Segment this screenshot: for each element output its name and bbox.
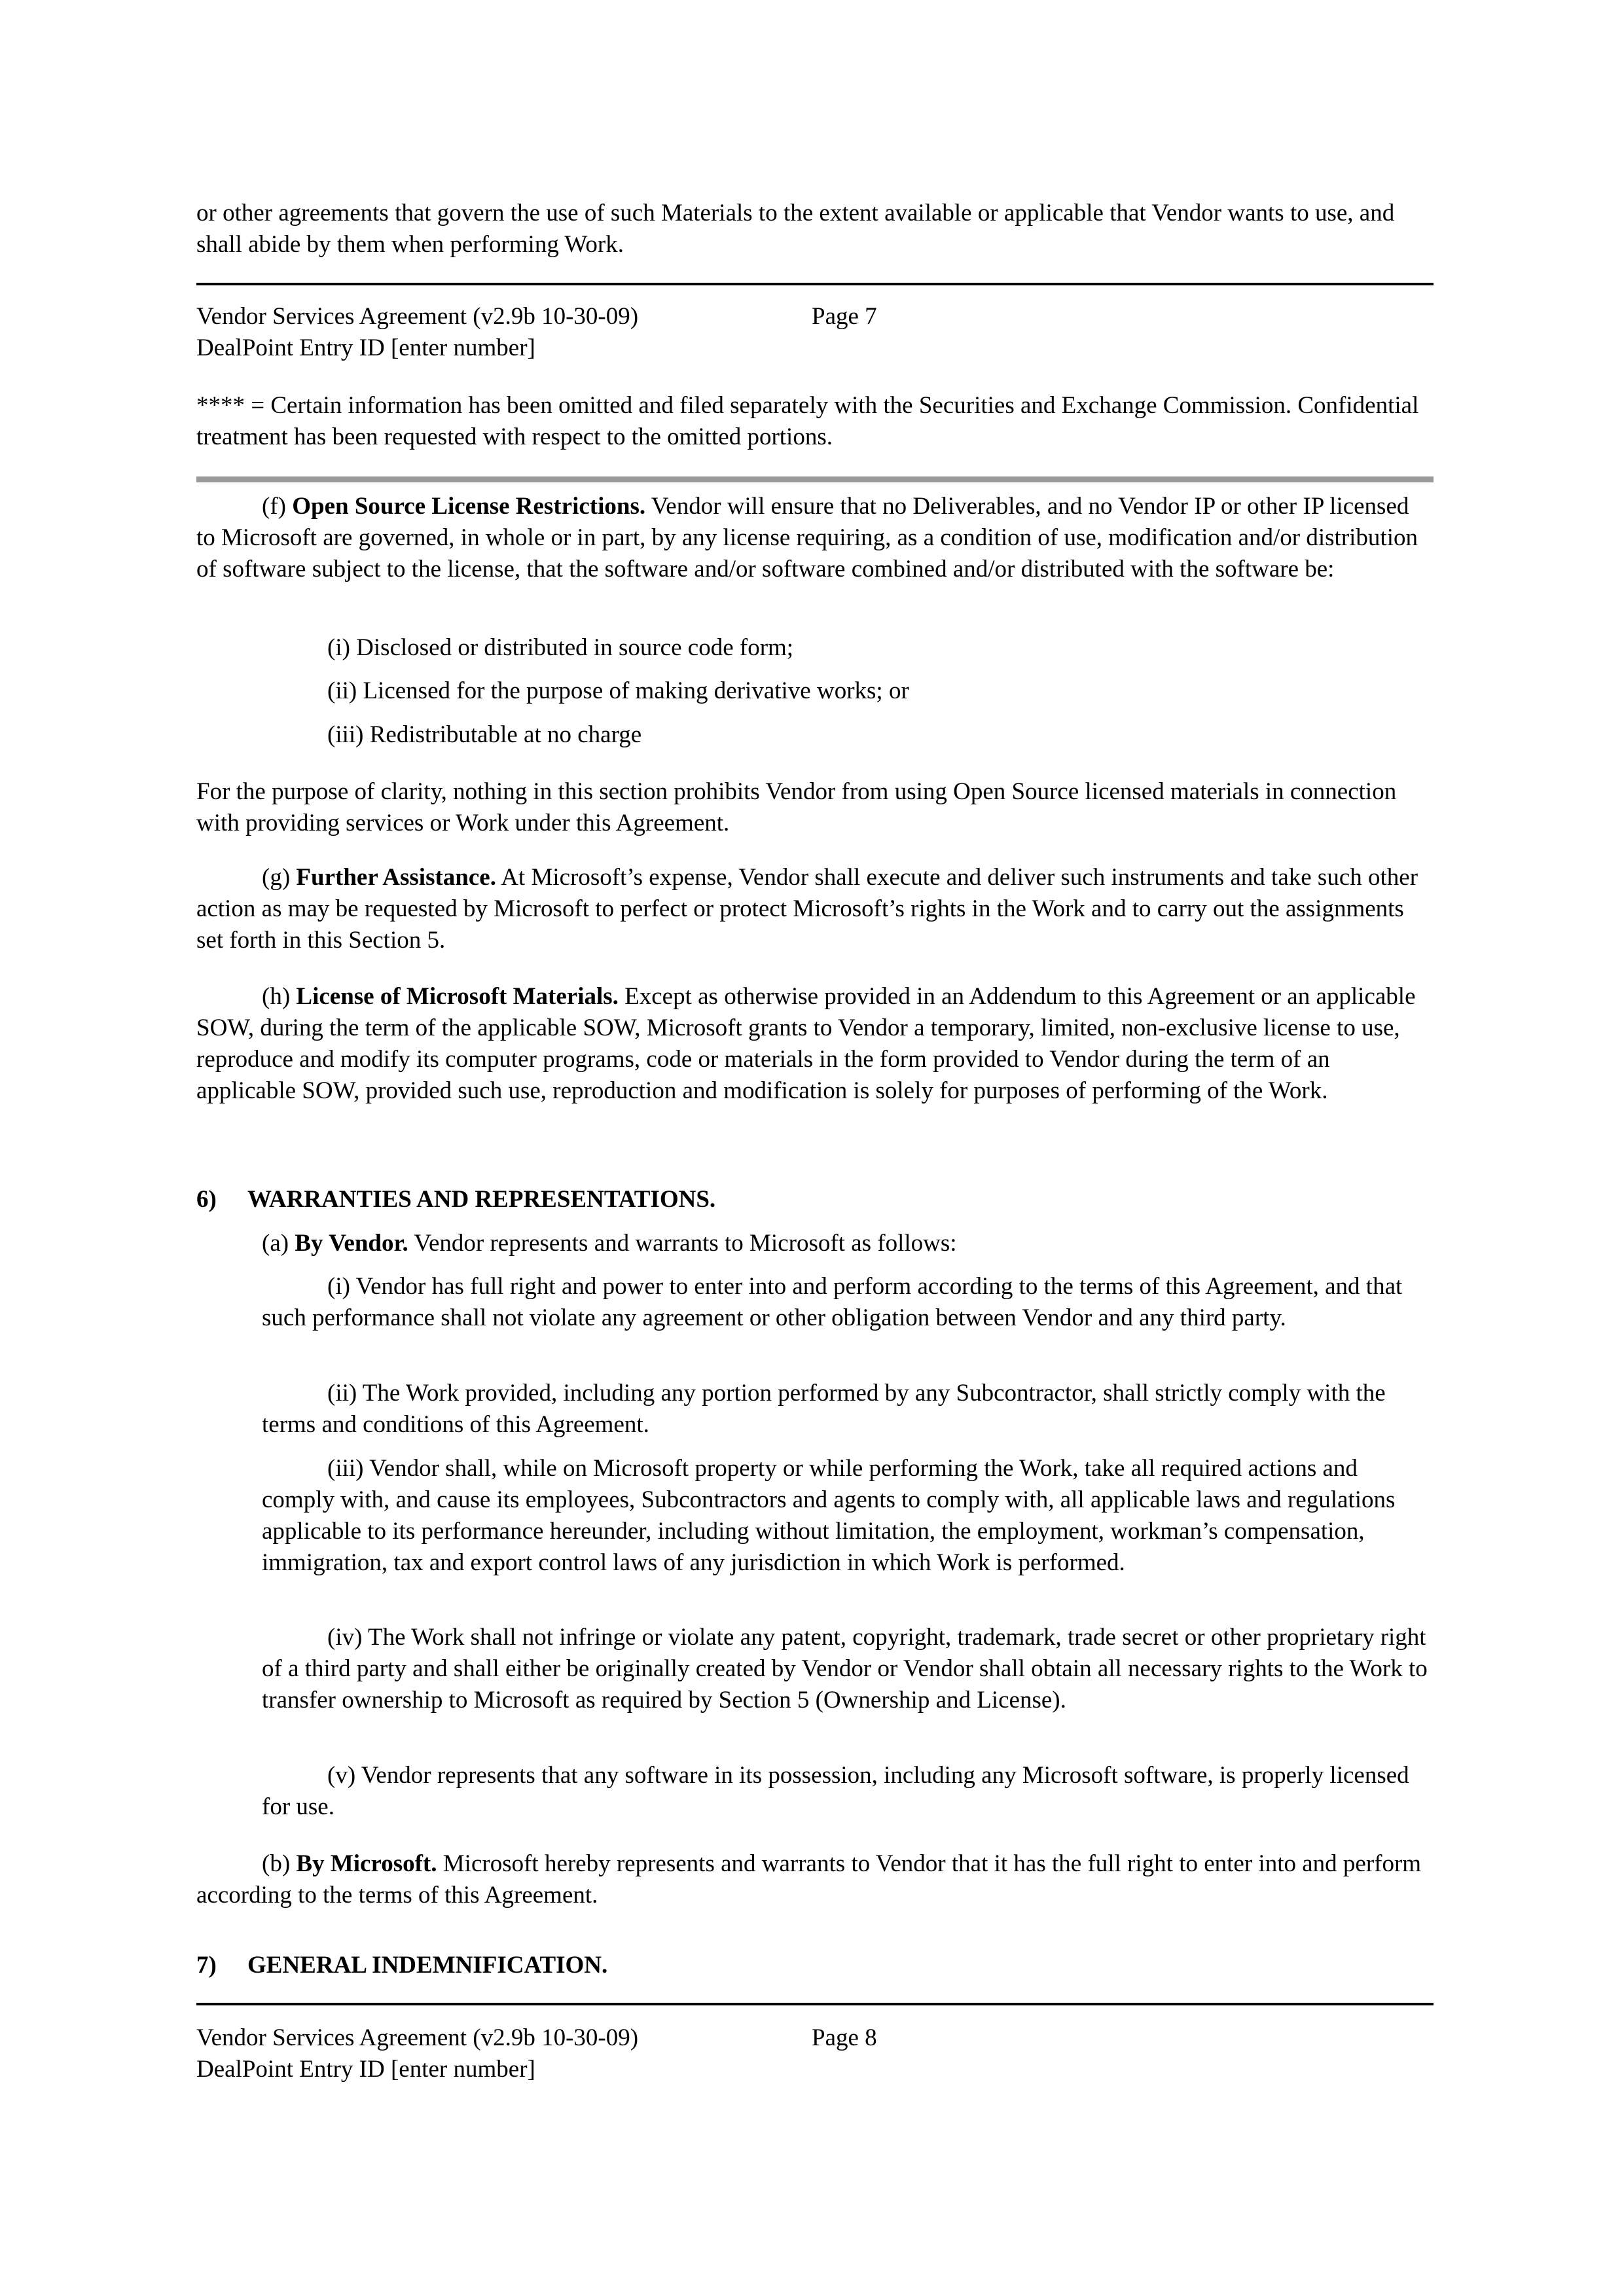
footer-agreement-version-2: Vendor Services Agreement (v2.9b 10-30-09) [196, 2024, 639, 2051]
section-g-prefix: (g) [262, 864, 297, 891]
section-f-title: Open Source License Restrictions. [292, 493, 646, 520]
section-f-item-iii: (iii) Redistributable at no charge [327, 721, 642, 748]
section-6a-text: Vendor represents and warrants to Microsoft as follows: [408, 1230, 957, 1257]
section-h-text: Except as otherwise provided in an Addendum to this Agreement or an applicable SOW, during the term of the applicable SOW, Microsoft grants to Vendor a temporary, limited, non-exclusive license to use, reproduce and modify its computer programs, code or materials in the form provided to Vendor during the term of an applicable SOW, provided such use, reproduction and modification is solely for purposes of performing of the Work. [196, 983, 1416, 1104]
section-6b-text: Microsoft hereby represents and warrants to Vendor that it has the full right to enter into and perform according to the terms of this Agreement. [196, 1850, 1422, 1909]
footer-divider [196, 283, 1434, 285]
section-6-heading [196, 1184, 715, 1215]
section-6a-item-iii: (iii) Vendor shall, while on Microsoft property or while performing the Work, take all required actions and comply with, and cause its employees, Subcontractors and agents to comply with, all applicable laws and regulations applicable to its performance hereunder, including without limitation, the employment, workman’s compensation, immigration, tax and export control laws of any jurisdiction in which Work is performed. [262, 1455, 1396, 1576]
section-6b-prefix: (b) [262, 1850, 297, 1877]
footer-page-number: Page 7 [812, 303, 877, 330]
continued-paragraph: or other agreements that govern the use of such Materials to the extent available or applicable that Vendor wants to use, and shall abide by them when performing Work. [196, 200, 1395, 258]
section-f-item-ii: (ii) Licensed for the purpose of making derivative works; or [327, 677, 909, 704]
section-f-paragraph [196, 491, 1434, 585]
page-footer-2 [196, 2022, 877, 2085]
section-6a-item-v: (v) Vendor represents that any software in its possession, including any Microsoft software, is properly licensed for use. [262, 1762, 1409, 1820]
footer-page-number-2: Page 8 [812, 2024, 877, 2051]
section-h-prefix: (h) [262, 983, 297, 1010]
section-6a-title: By Vendor. [295, 1230, 408, 1257]
page-footer [196, 301, 877, 364]
section-6a-prefix: (a) [262, 1230, 295, 1257]
page-break-divider [196, 476, 1434, 482]
section-7-heading [196, 1950, 607, 1981]
sec-omission-notice: **** = Certain information has been omitted and filed separately with the Securities and Exchange Commission. Confidential treatment has been requested with respect to the omitted portions. [196, 392, 1419, 450]
section-6a-item-iv: (iv) The Work shall not infringe or violate any patent, copyright, trademark, trade secret or other proprietary right of a third party and shall either be originally created by Vendor or Vendor shall obtain all necessary rights to the Work to transfer ownership to Microsoft as required by Section 5 (Ownership and License). [262, 1624, 1428, 1713]
section-7-title: GENERAL INDEMNIFICATION. [247, 1952, 608, 1979]
section-f-item-i: (i) Disclosed or distributed in source code form; [327, 634, 794, 661]
section-h-paragraph [196, 981, 1434, 1107]
section-g-title: Further Assistance. [296, 864, 496, 891]
section-6b-title: By Microsoft. [296, 1850, 437, 1877]
section-h-title: License of Microsoft Materials. [296, 983, 619, 1010]
section-f-prefix: (f) [262, 493, 293, 520]
footer-entry-id-2: DealPoint Entry ID [enter number] [196, 2056, 535, 2083]
footer-agreement-version: Vendor Services Agreement (v2.9b 10-30-09) [196, 303, 639, 330]
section-7-number: 7) [196, 1952, 217, 1979]
section-f-clarity: For the purpose of clarity, nothing in this section prohibits Vendor from using Open Source licensed materials in connection with providing services or Work under this Agreement. [196, 778, 1397, 836]
section-f-text: Vendor will ensure that no Deliverables, and no Vendor IP or other IP licensed to Microsoft are governed, in whole or in part, by any license requiring, as a condition of use, modification and/or distribution of software subject to the license, that the software and/or software combined and/or distributed with the software be: [196, 493, 1418, 583]
footer-divider-2 [196, 2003, 1434, 2005]
section-6-number: 6) [196, 1186, 217, 1213]
section-g-paragraph [196, 862, 1434, 956]
section-6b-paragraph [196, 1848, 1434, 1911]
footer-entry-id: DealPoint Entry ID [enter number] [196, 334, 535, 361]
section-6a-item-i: (i) Vendor has full right and power to enter into and perform according to the terms of this Agreement, and that such performance shall not violate any agreement or other obligation between Vendor and any third party. [262, 1273, 1403, 1331]
section-6a-paragraph [262, 1228, 1434, 1259]
section-6-title: WARRANTIES AND REPRESENTATIONS. [247, 1186, 716, 1213]
section-g-text: At Microsoft’s expense, Vendor shall execute and deliver such instruments and take such other action as may be requested by Microsoft to perfect or protect Microsoft’s rights in the Work and to carry out the assignments set forth in this Section 5. [196, 864, 1418, 954]
section-6a-item-ii: (ii) The Work provided, including any portion performed by any Subcontractor, shall strictly comply with the terms and conditions of this Agreement. [262, 1380, 1386, 1438]
